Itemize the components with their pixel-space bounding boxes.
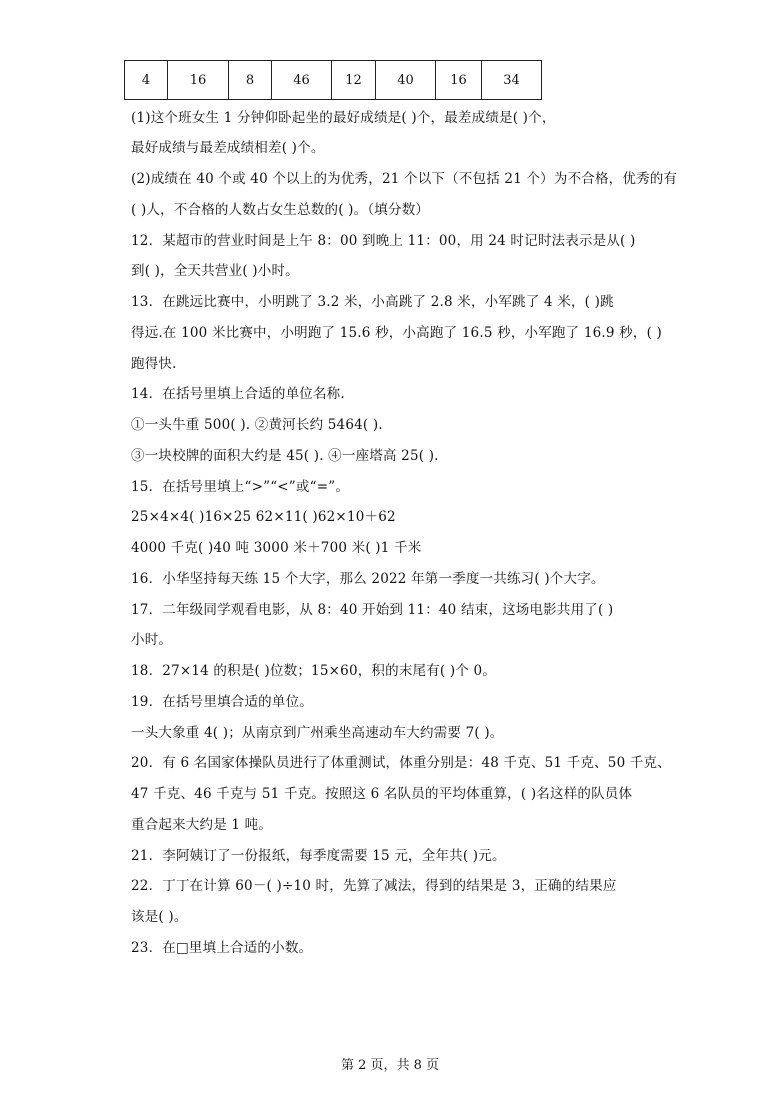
question-line: 重合起来大约是 1 吨。 bbox=[131, 817, 273, 833]
question-line: (2)成绩在 40 个或 40 个以上的为优秀，21 个以下（不包括 21 个）为不合格，优秀的有 bbox=[131, 171, 678, 187]
table-cell: 40 bbox=[376, 61, 436, 100]
question-line: 22．丁丁在计算 60－( )÷10 时，先算了减法，得到的结果是 3，正确的结果应 bbox=[131, 878, 617, 894]
question-line: 19．在括号里填合适的单位。 bbox=[131, 694, 313, 710]
question-line: (1)这个班女生 1 分钟仰卧起坐的最好成绩是( )个，最差成绩是( )个， bbox=[131, 110, 556, 126]
question-line: 47 千克、46 千克与 51 千克。按照这 6 名队员的平均体重算，( )名这样的队员体 bbox=[131, 786, 633, 802]
question-line: 最好成绩与最差成绩相差( )个。 bbox=[131, 140, 325, 156]
question-line: 21．李阿姨订了一份报纸，每季度需要 15 元，全年共( )元。 bbox=[131, 848, 506, 864]
table-cell: 16 bbox=[168, 61, 229, 100]
question-line: 得远.在 100 米比赛中，小明跑了 15.6 秒，小高跑了 16.5 秒，小军跑了 16.9 秒，( ) bbox=[131, 325, 662, 341]
page-footer: 第 2 页，共 8 页 bbox=[340, 1058, 440, 1073]
question-line: 14．在括号里填上合适的单位名称. bbox=[131, 386, 345, 402]
question-line: ①一头牛重 500( ). ②黄河长约 5464( ). bbox=[131, 417, 383, 433]
question-line: 12．某超市的营业时间是上午 8：00 到晚上 11：00，用 24 时记时法表示是从( ) bbox=[131, 233, 636, 249]
question-line: 23．在□里填上合适的小数。 bbox=[131, 940, 313, 956]
table-cell: 4 bbox=[125, 61, 168, 100]
question-line: ③一块校牌的面积大约是 45( ). ④一座塔高 25( ). bbox=[131, 448, 439, 464]
table-cell: 8 bbox=[229, 61, 272, 100]
question-line: 到( )，全天共营业( )小时。 bbox=[131, 263, 299, 279]
question-line: 17．二年级同学观看电影，从 8：40 开始到 11：40 结束，这场电影共用了( ) bbox=[131, 602, 614, 618]
table-row bbox=[125, 61, 542, 100]
table-cell: 16 bbox=[436, 61, 482, 100]
score-table bbox=[124, 60, 542, 100]
question-line: 小时。 bbox=[131, 632, 173, 648]
table-cell: 46 bbox=[272, 61, 332, 100]
question-line: 16．小华坚持每天练 15 个大字，那么 2022 年第一季度一共练习( )个大字。 bbox=[131, 571, 605, 587]
question-line: 4000 千克( )40 吨 3000 米＋700 米( )1 千米 bbox=[131, 540, 422, 556]
question-line: 15．在括号里填上“>”“<”或“=”。 bbox=[131, 479, 350, 495]
question-line: 该是( )。 bbox=[131, 909, 188, 925]
question-line: 18．27×14 的积是( )位数；15×60，积的末尾有( )个 0。 bbox=[131, 663, 497, 679]
question-line: 跑得快. bbox=[131, 356, 177, 372]
table-cell: 12 bbox=[332, 61, 376, 100]
question-line: 20．有 6 名国家体操队员进行了体重测试，体重分别是：48 千克、51 千克、50 千克、 bbox=[131, 755, 671, 771]
question-line: 一头大象重 4( )；从南京到广州乘坐高速动车大约需要 7( )。 bbox=[131, 725, 504, 741]
question-line: 13．在跳远比赛中，小明跳了 3.2 米，小高跳了 2.8 米，小军跳了 4 米，( )跳 bbox=[131, 294, 614, 310]
table-cell: 34 bbox=[482, 61, 542, 100]
question-line: 25×4×4( )16×25 62×11( )62×10＋62 bbox=[131, 509, 396, 525]
question-line: ( )人，不合格的人数占女生总数的( )。（填分数） bbox=[131, 202, 430, 218]
